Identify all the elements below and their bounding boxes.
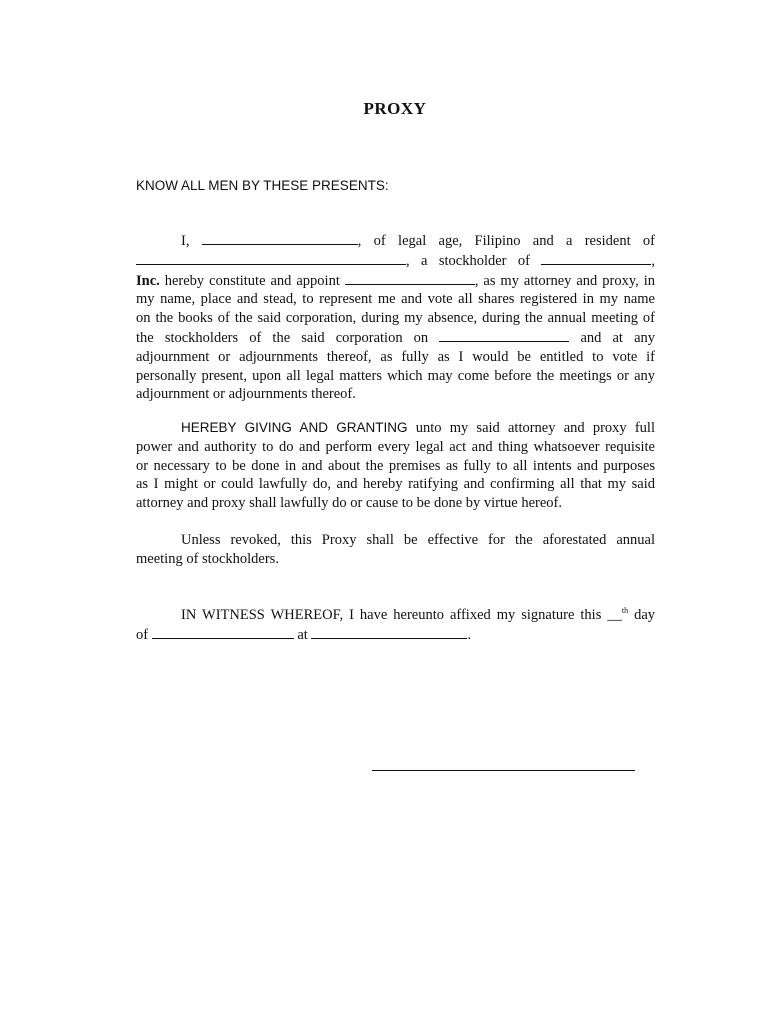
p1-line-4: my name, place and stead, to represent me and vote all shares registered in my name <box>136 291 655 308</box>
month-year-blank[interactable] <box>152 625 294 639</box>
p2-line-1: HEREBY GIVING AND GRANTING unto my said attorney and proxy full <box>181 420 655 436</box>
p1-line-1: I, , of legal age, Filipino and a resident of <box>181 233 655 249</box>
greeting-line: KNOW ALL MEN BY THESE PRESENTS: <box>136 178 389 193</box>
p1-line-3: Inc. hereby constitute and appoint , as my attorney and proxy, in <box>136 272 655 289</box>
p2-line-4: as I might or could lawfully do, and hereby ratifying and confirming all that my said <box>136 476 655 493</box>
p3-line-1: Unless revoked, this Proxy shall be effective for the aforestated annual <box>181 532 655 548</box>
p4-line-1: IN WITNESS WHEREOF, I have hereunto affixed my signature this __$^{th}$ day <box>181 606 655 623</box>
paragraph-witness <box>136 606 655 645</box>
document-title: PROXY <box>363 99 427 118</box>
paragraph-granting <box>136 419 655 513</box>
paragraph-appointment <box>136 231 655 404</box>
day-blank[interactable]: __$^{th}$ <box>607 606 629 623</box>
corporation-name-blank[interactable] <box>541 251 651 265</box>
p2-line-2: power and authority to do and perform every legal act and thing whatsoever requisite <box>136 438 655 455</box>
signature-line[interactable] <box>372 770 635 771</box>
paragraph-effectivity <box>136 531 655 569</box>
p1-line-6: the stockholders of the said corporation on and at any <box>136 329 656 346</box>
p1-line-5: on the books of the said corporation, during my absence, during the annual meeting of <box>136 310 655 327</box>
place-blank[interactable] <box>311 625 467 639</box>
p1-line-9: adjournment or adjournments thereof. <box>136 386 356 403</box>
principal-name-blank[interactable] <box>202 231 358 245</box>
p1-line-7: adjournment or adjournments thereof, as fully as I would be entitled to vote if <box>136 348 655 365</box>
p3-line-2: meeting of stockholders. <box>136 550 279 567</box>
p2-line-3: or necessary to be done in and about the premises as fully to all intents and purposes <box>136 457 655 474</box>
meeting-date-blank[interactable] <box>439 328 569 342</box>
attorney-name-blank[interactable] <box>345 271 475 285</box>
p1-line-8: personally present, upon all legal matters which may come before the meetings or any <box>136 367 655 384</box>
p2-line-5: attorney and proxy shall lawfully do or cause to be done by virtue hereof. <box>136 495 563 512</box>
p1-line-2: , a stockholder of , <box>136 251 655 271</box>
p4-line-2: of at . <box>136 626 472 643</box>
residence-blank[interactable] <box>136 251 406 265</box>
